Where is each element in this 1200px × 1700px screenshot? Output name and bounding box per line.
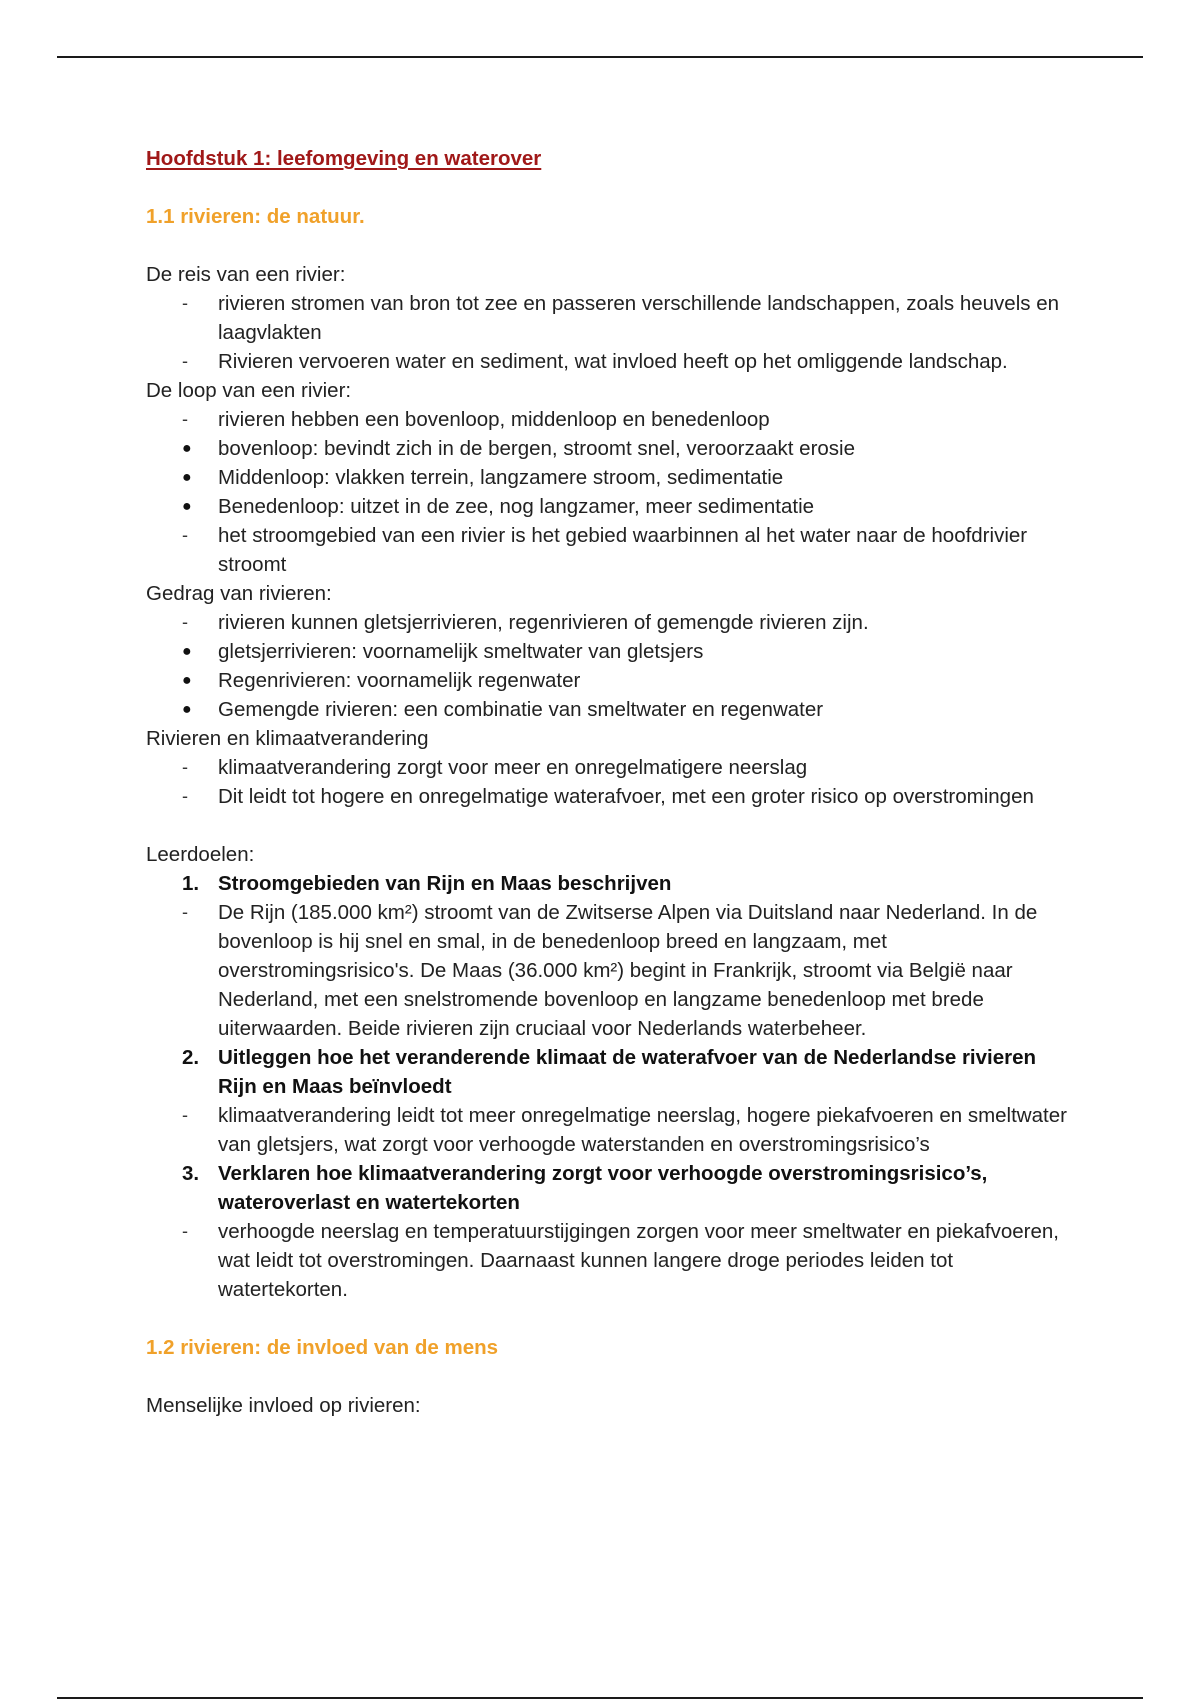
list-item-text: Rivieren vervoeren water en sediment, wat invloed heeft op het omliggende landschap. [218, 350, 1008, 373]
list-item-text: Middenloop: vlakken terrein, langzamere stroom, sedimentatie [218, 466, 784, 489]
goal-title: Uitleggen hoe het veranderende klimaat de waterafvoer van de Nederlandse rivieren Rijn en Maas beïnvloedt [218, 1046, 1037, 1098]
list-item-text: bovenloop: bevindt zich in de bergen, stroomt snel, veroorzaakt erosie [218, 437, 856, 460]
list-item-text: het stroomgebied van een rivier is het gebied waarbinnen al het water naar de hoofdrivier stroomt [218, 524, 1028, 576]
dash-marker: - [182, 786, 188, 806]
goal-title: Verklaren hoe klimaatverandering zorgt voor verhoogde overstromingsrisico’s, wateroverlast en watertekorten [218, 1162, 988, 1214]
list-item [146, 347, 1076, 376]
list-item [146, 521, 1076, 579]
bullet-marker: ● [182, 701, 192, 718]
dash-marker: - [182, 409, 188, 429]
list-item-text: klimaatverandering zorgt voor meer en onregelmatigere neerslag [218, 756, 808, 779]
leerdoelen-list [146, 869, 1076, 1304]
section-title-1-2: 1.2 rivieren: de invloed van de mens [146, 1336, 499, 1359]
dash-marker: - [182, 1221, 188, 1241]
document-body [146, 144, 1076, 1420]
menselijke-invloed-heading: Menselijke invloed op rivieren: [146, 1394, 421, 1417]
dash-marker: - [182, 902, 188, 922]
reis-heading: De reis van een rivier: [146, 263, 346, 286]
dash-marker: - [182, 757, 188, 777]
goal-explanation-text: verhoogde neerslag en temperatuurstijgingen zorgen voor meer smeltwater en piekafvoeren, wat leidt tot overstromingen. Daarnaast kunnen langere droge periodes leiden tot watertekorten. [218, 1220, 1059, 1301]
bullet-marker: ● [182, 672, 192, 689]
goal-number: 1. [182, 872, 200, 895]
list-item-text: gletsjerrivieren: voornamelijk smeltwater van gletsjers [218, 640, 704, 663]
header-rule [57, 56, 1143, 58]
learning-goal [146, 869, 1076, 898]
list-item [146, 289, 1076, 347]
list-item [146, 753, 1076, 782]
goal-explanation [146, 1217, 1076, 1304]
bullet-marker: ● [182, 643, 192, 660]
list-item [146, 637, 1076, 666]
bullet-marker: ● [182, 469, 192, 486]
list-item [146, 492, 1076, 521]
dash-marker: - [182, 293, 188, 313]
gedrag-list [146, 608, 1076, 724]
learning-goal [146, 1159, 1076, 1217]
goal-title: Stroomgebieden van Rijn en Maas beschrijven [218, 872, 672, 895]
learning-goal [146, 1043, 1076, 1101]
list-item [146, 666, 1076, 695]
goal-explanation-text: klimaatverandering leidt tot meer onregelmatige neerslag, hogere piekafvoeren en smeltwater van gletsjers, wat zorgt voor verhoogde waterstanden en overstromingsrisico’s [218, 1104, 1067, 1156]
goal-number: 2. [182, 1046, 200, 1069]
list-item [146, 695, 1076, 724]
section-title-1-1: 1.1 rivieren: de natuur. [146, 205, 365, 228]
leerdoelen-heading: Leerdoelen: [146, 843, 255, 866]
list-item-text: rivieren kunnen gletsjerrivieren, regenrivieren of gemengde rivieren zijn. [218, 611, 869, 634]
loop-heading: De loop van een rivier: [146, 379, 352, 402]
list-item-text: Benedenloop: uitzet in de zee, nog langzamer, meer sedimentatie [218, 495, 815, 518]
goal-number: 3. [182, 1162, 200, 1185]
list-item-text: rivieren hebben een bovenloop, middenloop en benedenloop [218, 408, 770, 431]
dash-marker: - [182, 1105, 188, 1125]
footer-rule [57, 1697, 1143, 1699]
goal-explanation-text: De Rijn (185.000 km²) stroomt van de Zwitserse Alpen via Duitsland naar Nederland. In de bovenloop is hij snel en smal, in de benedenloop breed en langzaam, met overstromingsrisico's. De Maas (36.000 km²) begint in Frankrijk, stroomt via België naar Nederland, met een snelstromende bovenloop en langzame benedenloop met brede uiterwaarden. Beide rivieren zijn cruciaal voor Nederlands waterbeheer. [218, 901, 1038, 1040]
list-item [146, 405, 1076, 434]
goal-explanation [146, 1101, 1076, 1159]
list-item-text: Dit leidt tot hogere en onregelmatige waterafvoer, met een groter risico op overstromingen [218, 785, 1034, 808]
klimaat-heading: Rivieren en klimaatverandering [146, 727, 429, 750]
list-item [146, 434, 1076, 463]
list-item [146, 782, 1076, 811]
dash-marker: - [182, 525, 188, 545]
list-item [146, 463, 1076, 492]
list-item [146, 608, 1076, 637]
bullet-marker: ● [182, 440, 192, 457]
reis-list [146, 289, 1076, 376]
dash-marker: - [182, 351, 188, 371]
goal-explanation [146, 898, 1076, 1043]
list-item-text: Gemengde rivieren: een combinatie van smeltwater en regenwater [218, 698, 824, 721]
klimaat-list [146, 753, 1076, 811]
chapter-title: Hoofdstuk 1: leefomgeving en waterover [146, 147, 542, 170]
gedrag-heading: Gedrag van rivieren: [146, 582, 332, 605]
bullet-marker: ● [182, 498, 192, 515]
list-item-text: Regenrivieren: voornamelijk regenwater [218, 669, 581, 692]
list-item-text: rivieren stromen van bron tot zee en passeren verschillende landschappen, zoals heuvels en laagvlakten [218, 292, 1060, 344]
dash-marker: - [182, 612, 188, 632]
loop-list [146, 405, 1076, 579]
